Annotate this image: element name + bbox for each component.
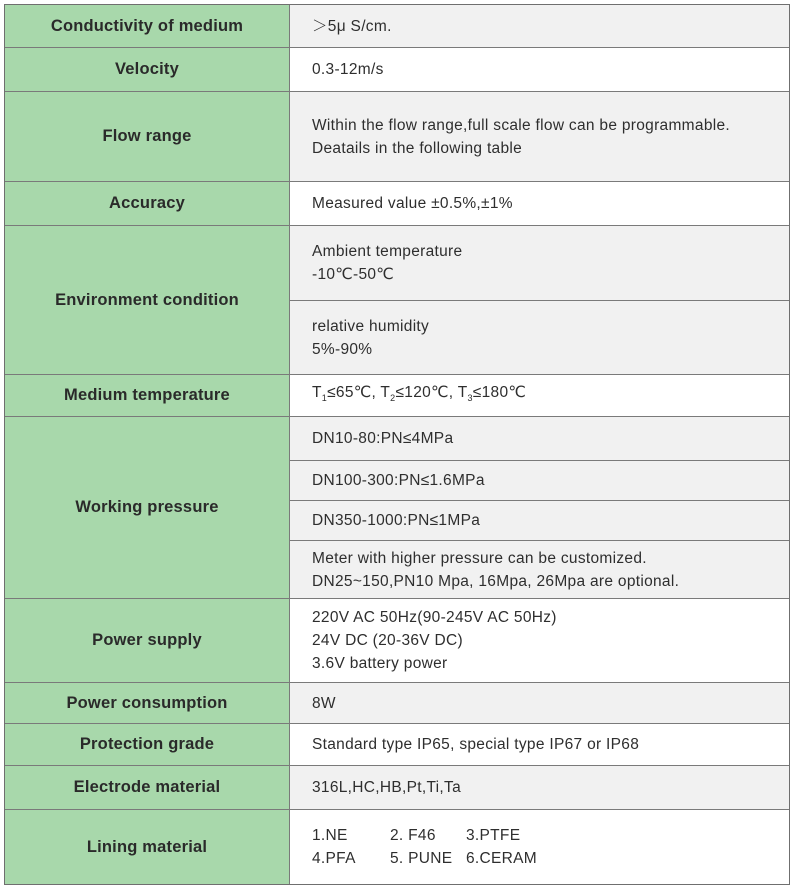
humidity-value: 5%-90%: [312, 340, 373, 358]
pressure-line-1: DN10-80:PN≤4MPa: [290, 417, 789, 461]
power-supply-line-3: 3.6V battery power: [312, 655, 448, 672]
spec-table: [4, 4, 790, 885]
lining-material-value: [290, 810, 789, 884]
conductivity-label: Conductivity of medium: [5, 5, 290, 48]
t3-sub: 3: [467, 393, 473, 404]
t2-value: ≤120℃,: [395, 383, 458, 401]
accuracy-label: Accuracy: [5, 182, 290, 226]
power-consumption-label: Power consumption: [5, 683, 290, 724]
power-supply-line-2: 24V DC (20-36V DC): [312, 632, 463, 649]
protection-grade-label: Protection grade: [5, 724, 290, 766]
pressure-note-2: DN25~150,PN10 Mpa, 16Mpa, 26Mpa are optional.: [312, 572, 680, 590]
electrode-material-label: Electrode material: [5, 766, 290, 810]
lining-option: 2. F46: [390, 827, 436, 844]
pressure-note-1: Meter with higher pressure can be customized.: [312, 549, 647, 567]
protection-grade-value: Standard type IP65, special type IP67 or IP68: [290, 724, 789, 766]
environment-label: Environment condition: [5, 226, 290, 375]
velocity-value: 0.3-12m/s: [290, 48, 789, 92]
lining-material-label: Lining material: [5, 810, 290, 884]
lining-option: 5. PUNE: [390, 850, 453, 867]
power-supply-label: Power supply: [5, 599, 290, 683]
lining-row-1: [312, 824, 789, 847]
t2-prefix: T: [380, 383, 391, 401]
pressure-line-2: DN100-300:PN≤1.6MPa: [290, 461, 789, 501]
humidity-cell: [290, 301, 789, 375]
lining-row-2: [312, 847, 789, 870]
power-supply-line-1: 220V AC 50Hz(90-245V AC 50Hz): [312, 609, 557, 626]
working-pressure-label: Working pressure: [5, 417, 290, 599]
t1-prefix: T: [312, 383, 322, 401]
power-supply-value: [290, 599, 789, 683]
humidity-title: relative humidity: [312, 317, 430, 335]
t3-value: ≤180℃: [472, 383, 527, 401]
accuracy-value: Measured value ±0.5%,±1%: [290, 182, 789, 226]
pressure-line-3: DN350-1000:PN≤1MPa: [290, 501, 789, 541]
medium-temperature-value: [290, 375, 789, 417]
t1-sub: 1: [321, 393, 328, 404]
flow-range-value: [290, 92, 789, 182]
flow-range-line-1: Within the flow range,full scale flow can be programmable.: [312, 116, 731, 134]
electrode-material-value: 316L,HC,HB,Pt,Ti,Ta: [290, 766, 789, 810]
medium-temperature-label: Medium temperature: [5, 375, 290, 417]
lining-option: 1.NE: [312, 827, 348, 844]
lining-option: 6.CERAM: [466, 850, 538, 867]
ambient-temperature-value: -10℃-50℃: [312, 266, 395, 283]
t3-prefix: T: [457, 383, 468, 401]
lining-option: 4.PFA: [312, 850, 356, 867]
t2-sub: 2: [390, 393, 396, 404]
power-consumption-value: 8W: [290, 683, 789, 724]
flow-range-line-2: Deatails in the following table: [312, 139, 523, 157]
conductivity-value: ＞5μ S/cm.: [290, 5, 789, 48]
ambient-temperature-title: Ambient temperature: [312, 243, 463, 260]
t1-value: ≤65℃,: [327, 383, 381, 401]
ambient-temperature-cell: [290, 226, 789, 301]
lining-option: 3.PTFE: [466, 827, 521, 844]
flow-range-label: Flow range: [5, 92, 290, 182]
velocity-label: Velocity: [5, 48, 290, 92]
medium-temperature-line: [312, 381, 789, 410]
pressure-note-cell: [290, 541, 789, 599]
